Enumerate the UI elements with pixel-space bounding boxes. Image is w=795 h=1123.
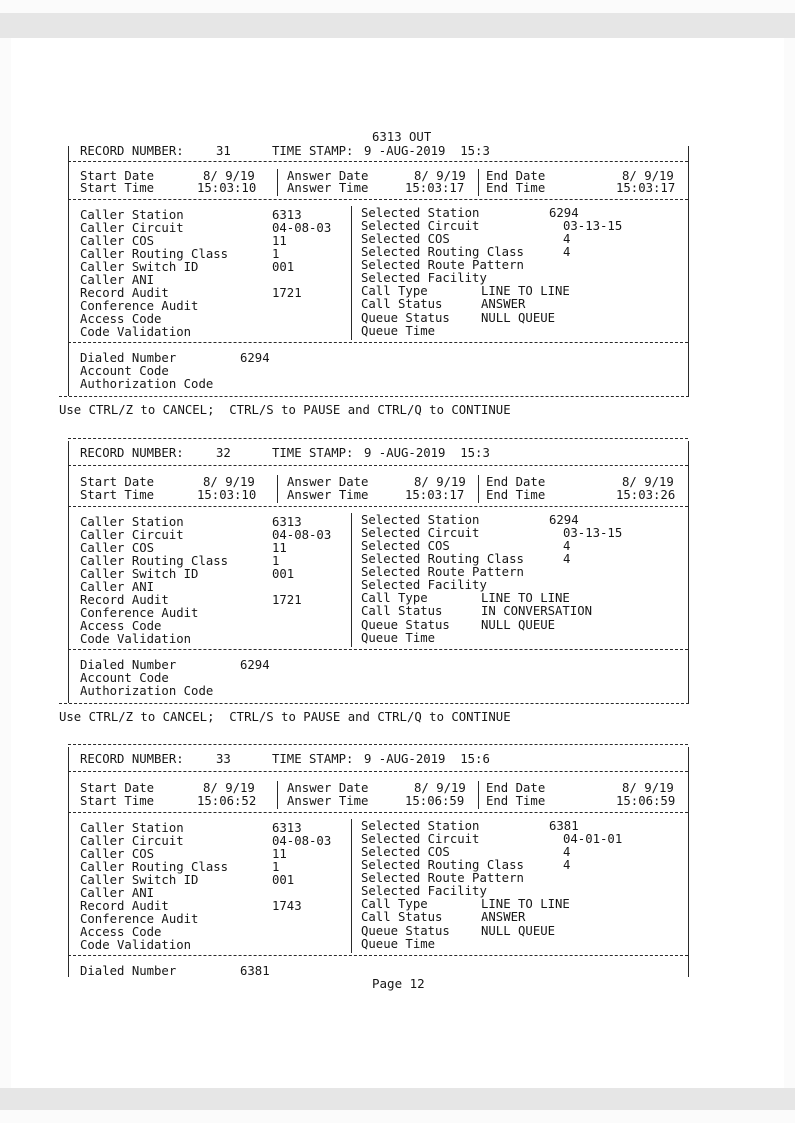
queue-status-value: NULL QUEUE: [481, 618, 556, 632]
access-code-label: Access Code: [80, 619, 162, 633]
answer-time-value: 15:03:17: [405, 181, 465, 195]
caller-station-value: 6313: [272, 515, 302, 529]
conference-audit-label: Conference Audit: [80, 299, 199, 313]
record-audit-value: 1721: [272, 593, 302, 607]
start-date-value: 8/ 9/19: [203, 475, 255, 489]
selected-facility-label: Selected Facility: [361, 271, 487, 285]
selected-routing-class-label: Selected Routing Class: [361, 858, 524, 872]
caller-cos-value: 11: [272, 847, 287, 861]
page-number: Page 12: [372, 976, 425, 991]
end-time-label: End Time: [486, 488, 546, 502]
authorization-code-label: Authorization Code: [80, 377, 214, 391]
column-divider: [277, 475, 278, 503]
column-divider: [351, 819, 352, 953]
selected-station-label: Selected Station: [361, 206, 480, 220]
answer-date-label: Answer Date: [287, 781, 369, 795]
selected-circuit-label: Selected Circuit: [361, 219, 480, 233]
answer-time-value: 15:06:59: [405, 794, 465, 808]
page-title: 6313 OUT: [372, 130, 432, 144]
answer-date-label: Answer Date: [287, 475, 369, 489]
record-left-border: [68, 747, 69, 977]
time-stamp-label: TIME STAMP:: [272, 446, 354, 460]
scan-border-bottom: [0, 1088, 795, 1110]
call-status-value: ANSWER: [481, 297, 526, 311]
record-number-value: 32: [216, 446, 231, 460]
dialed-number-value: 6294: [240, 658, 270, 672]
dialed-number-label: Dialed Number: [80, 351, 177, 365]
record-end-separator: [59, 703, 689, 704]
column-divider: [478, 475, 479, 503]
column-divider: [478, 781, 479, 809]
selected-facility-label: Selected Facility: [361, 884, 487, 898]
selected-cos-value: 4: [563, 232, 571, 246]
conference-audit-label: Conference Audit: [80, 912, 199, 926]
end-date-value: 8/ 9/19: [622, 169, 674, 183]
caller-ani-label: Caller ANI: [80, 886, 155, 900]
time-stamp-label: TIME STAMP:: [272, 752, 354, 766]
column-divider: [351, 206, 352, 340]
caller-switch-id-value: 001: [272, 873, 295, 887]
details-separator: [68, 342, 688, 343]
caller-station-label: Caller Station: [80, 208, 184, 222]
answer-date-value: 8/ 9/19: [414, 475, 466, 489]
start-time-value: 15:06:52: [197, 794, 257, 808]
scan-border-top: [0, 13, 795, 38]
record-audit-label: Record Audit: [80, 286, 169, 300]
answer-time-label: Answer Time: [287, 794, 369, 808]
code-validation-label: Code Validation: [80, 632, 192, 646]
selected-cos-label: Selected COS: [361, 539, 450, 553]
account-code-label: Account Code: [80, 364, 169, 378]
caller-circuit-value: 04-08-03: [272, 834, 332, 848]
caller-routing-class-value: 1: [272, 860, 280, 874]
caller-circuit-value: 04-08-03: [272, 221, 332, 235]
selected-cos-label: Selected COS: [361, 845, 450, 859]
time-stamp-value: 9 -AUG-2019 15:6: [364, 752, 490, 766]
caller-ani-label: Caller ANI: [80, 273, 155, 287]
start-date-value: 8/ 9/19: [203, 169, 255, 183]
call-status-label: Call Status: [361, 297, 443, 311]
call-type-label: Call Type: [361, 897, 428, 911]
end-time-value: 15:03:26: [616, 488, 676, 502]
start-time-label: Start Time: [80, 181, 155, 195]
dialed-number-label: Dialed Number: [80, 658, 177, 672]
time-stamp-value: 9 -AUG-2019 15:3: [364, 144, 490, 158]
start-date-label: Start Date: [80, 781, 155, 795]
record-left-border: [68, 441, 69, 703]
header-separator: [68, 161, 688, 162]
record-number-value: 31: [216, 144, 231, 158]
selected-facility-label: Selected Facility: [361, 578, 487, 592]
call-type-value: LINE TO LINE: [481, 284, 570, 298]
queue-time-label: Queue Time: [361, 937, 436, 951]
authorization-code-label: Authorization Code: [80, 684, 214, 698]
start-date-label: Start Date: [80, 475, 155, 489]
selected-cos-value: 4: [563, 845, 571, 859]
record-end-separator: [59, 396, 689, 397]
caller-station-value: 6313: [272, 821, 302, 835]
end-date-label: End Date: [486, 475, 546, 489]
call-status-label: Call Status: [361, 604, 443, 618]
record-number-label: RECORD NUMBER:: [80, 752, 184, 766]
caller-circuit-label: Caller Circuit: [80, 528, 184, 542]
queue-status-label: Queue Status: [361, 311, 450, 325]
selected-route-pattern-label: Selected Route Pattern: [361, 258, 524, 272]
time-stamp-label: TIME STAMP:: [272, 144, 354, 158]
record-audit-value: 1743: [272, 899, 302, 913]
selected-routing-class-value: 4: [563, 552, 571, 566]
record-number-value: 33: [216, 752, 231, 766]
continue-prompt: Use CTRL/Z to CANCEL; CTRL/S to PAUSE and CTRL/Q to CONTINUE: [59, 403, 511, 417]
caller-switch-id-value: 001: [272, 567, 295, 581]
call-type-label: Call Type: [361, 591, 428, 605]
answer-time-label: Answer Time: [287, 488, 369, 502]
record-number-label: RECORD NUMBER:: [80, 446, 184, 460]
caller-station-label: Caller Station: [80, 821, 184, 835]
queue-time-label: Queue Time: [361, 631, 436, 645]
column-divider: [478, 169, 479, 196]
record-number-label: RECORD NUMBER:: [80, 144, 184, 158]
queue-status-label: Queue Status: [361, 618, 450, 632]
dialed-number-label: Dialed Number: [80, 964, 177, 978]
code-validation-label: Code Validation: [80, 938, 192, 952]
code-validation-label: Code Validation: [80, 325, 192, 339]
selected-circuit-label: Selected Circuit: [361, 832, 480, 846]
end-date-label: End Date: [486, 781, 546, 795]
caller-switch-id-label: Caller Switch ID: [80, 260, 199, 274]
caller-circuit-label: Caller Circuit: [80, 834, 184, 848]
selected-circuit-label: Selected Circuit: [361, 526, 480, 540]
caller-cos-label: Caller COS: [80, 541, 155, 555]
record-audit-label: Record Audit: [80, 593, 169, 607]
queue-status-value: NULL QUEUE: [481, 311, 556, 325]
record-top-separator: [68, 744, 688, 745]
start-time-value: 15:03:10: [197, 181, 257, 195]
caller-switch-id-label: Caller Switch ID: [80, 873, 199, 887]
answer-date-value: 8/ 9/19: [414, 169, 466, 183]
record-left-border: [68, 146, 69, 396]
selected-route-pattern-label: Selected Route Pattern: [361, 871, 524, 885]
caller-routing-class-label: Caller Routing Class: [80, 554, 229, 568]
caller-routing-class-value: 1: [272, 247, 280, 261]
caller-circuit-value: 04-08-03: [272, 528, 332, 542]
caller-switch-id-label: Caller Switch ID: [80, 567, 199, 581]
dialed-number-value: 6294: [240, 351, 270, 365]
access-code-label: Access Code: [80, 312, 162, 326]
caller-cos-value: 11: [272, 541, 287, 555]
header-separator: [68, 771, 688, 772]
column-divider: [351, 513, 352, 647]
record-right-border: [688, 441, 689, 703]
selected-routing-class-value: 4: [563, 245, 571, 259]
selected-routing-class-label: Selected Routing Class: [361, 245, 524, 259]
selected-station-label: Selected Station: [361, 513, 480, 527]
caller-routing-class-label: Caller Routing Class: [80, 247, 229, 261]
selected-routing-class-value: 4: [563, 858, 571, 872]
queue-status-value: NULL QUEUE: [481, 924, 556, 938]
selected-station-value: 6381: [549, 819, 579, 833]
selected-station-label: Selected Station: [361, 819, 480, 833]
queue-time-label: Queue Time: [361, 324, 436, 338]
dates-separator: [68, 506, 688, 507]
dialed-number-value: 6381: [240, 964, 270, 978]
selected-circuit-value: 03-13-15: [563, 526, 623, 540]
caller-switch-id-value: 001: [272, 260, 295, 274]
call-status-label: Call Status: [361, 910, 443, 924]
end-time-label: End Time: [486, 794, 546, 808]
conference-audit-label: Conference Audit: [80, 606, 199, 620]
dates-separator: [68, 199, 688, 200]
answer-time-label: Answer Time: [287, 181, 369, 195]
selected-circuit-value: 04-01-01: [563, 832, 623, 846]
selected-cos-label: Selected COS: [361, 232, 450, 246]
caller-ani-label: Caller ANI: [80, 580, 155, 594]
call-type-label: Call Type: [361, 284, 428, 298]
caller-circuit-label: Caller Circuit: [80, 221, 184, 235]
caller-station-label: Caller Station: [80, 515, 184, 529]
selected-station-value: 6294: [549, 206, 579, 220]
time-stamp-value: 9 -AUG-2019 15:3: [364, 446, 490, 460]
call-status-value: ANSWER: [481, 910, 526, 924]
record-right-border: [688, 146, 689, 396]
record-top-separator: [68, 438, 688, 439]
call-type-value: LINE TO LINE: [481, 591, 570, 605]
caller-routing-class-value: 1: [272, 554, 280, 568]
header-separator: [68, 465, 688, 466]
end-date-value: 8/ 9/19: [622, 781, 674, 795]
start-date-value: 8/ 9/19: [203, 781, 255, 795]
selected-route-pattern-label: Selected Route Pattern: [361, 565, 524, 579]
queue-status-label: Queue Status: [361, 924, 450, 938]
access-code-label: Access Code: [80, 925, 162, 939]
record-audit-value: 1721: [272, 286, 302, 300]
details-separator: [68, 955, 688, 956]
account-code-label: Account Code: [80, 671, 169, 685]
start-time-label: Start Time: [80, 488, 155, 502]
call-status-value: IN CONVERSATION: [481, 604, 593, 618]
selected-circuit-value: 03-13-15: [563, 219, 623, 233]
call-type-value: LINE TO LINE: [481, 897, 570, 911]
caller-station-value: 6313: [272, 208, 302, 222]
selected-cos-value: 4: [563, 539, 571, 553]
record-right-border: [688, 747, 689, 977]
answer-date-value: 8/ 9/19: [414, 781, 466, 795]
caller-cos-label: Caller COS: [80, 234, 155, 248]
end-time-label: End Time: [486, 181, 546, 195]
record-audit-label: Record Audit: [80, 899, 169, 913]
end-date-label: End Date: [486, 169, 546, 183]
continue-prompt: Use CTRL/Z to CANCEL; CTRL/S to PAUSE and CTRL/Q to CONTINUE: [59, 710, 511, 724]
start-time-label: Start Time: [80, 794, 155, 808]
answer-date-label: Answer Date: [287, 169, 369, 183]
column-divider: [277, 169, 278, 196]
column-divider: [277, 781, 278, 809]
answer-time-value: 15:03:17: [405, 488, 465, 502]
end-time-value: 15:03:17: [616, 181, 676, 195]
dates-separator: [68, 812, 688, 813]
selected-station-value: 6294: [549, 513, 579, 527]
selected-routing-class-label: Selected Routing Class: [361, 552, 524, 566]
end-time-value: 15:06:59: [616, 794, 676, 808]
caller-routing-class-label: Caller Routing Class: [80, 860, 229, 874]
end-date-value: 8/ 9/19: [622, 475, 674, 489]
caller-cos-label: Caller COS: [80, 847, 155, 861]
start-time-value: 15:03:10: [197, 488, 257, 502]
details-separator: [68, 649, 688, 650]
start-date-label: Start Date: [80, 169, 155, 183]
caller-cos-value: 11: [272, 234, 287, 248]
